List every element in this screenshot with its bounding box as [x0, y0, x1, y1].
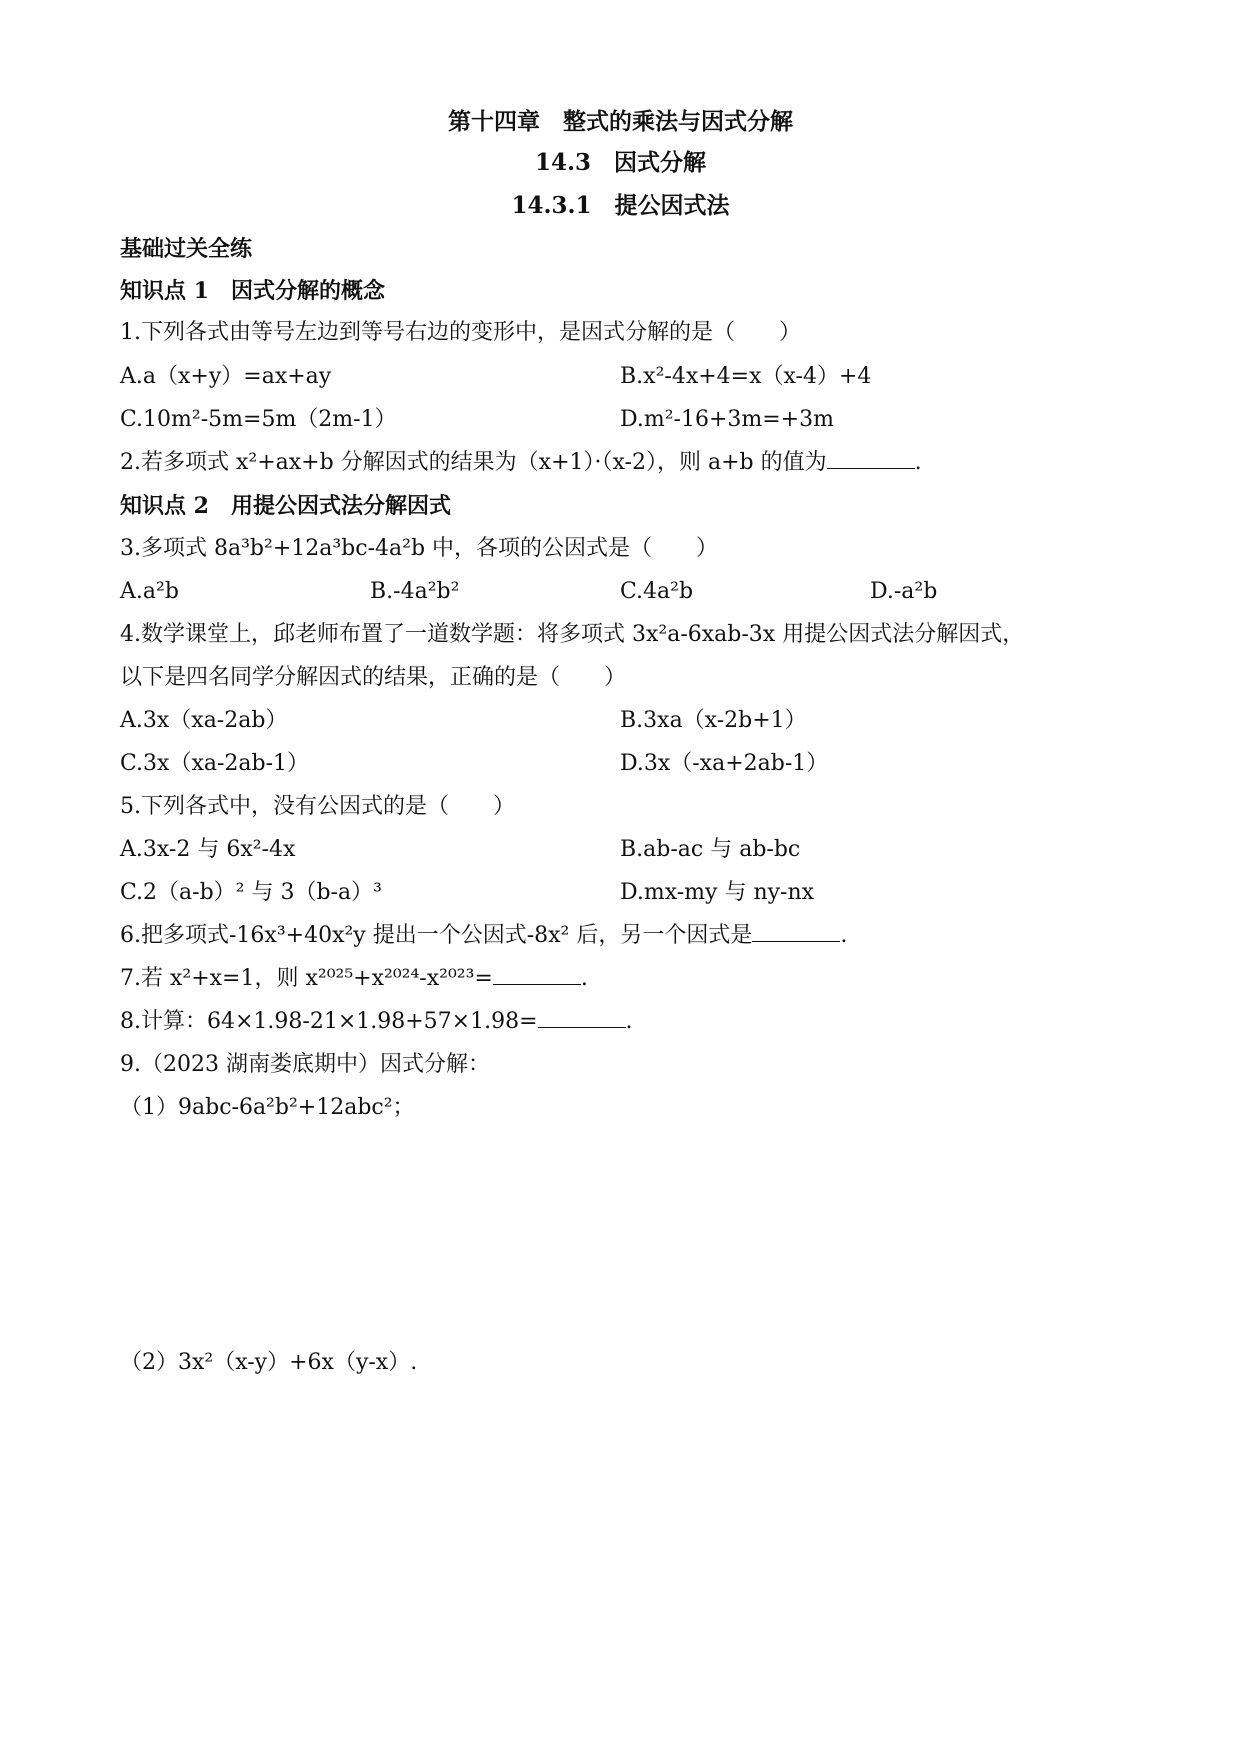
- question-1-option-c: C.10m²-5m=5m（2m-1）: [120, 407, 397, 432]
- answer-blank[interactable]: [752, 921, 840, 942]
- question-5-option-b: B.ab-ac 与 ab-bc: [620, 837, 801, 862]
- subsection-title: 14.3.1 提公因式法: [511, 192, 730, 219]
- question-7-end: .: [580, 966, 588, 991]
- question-1-option-a: A.a（x+y）=ax+ay: [120, 364, 332, 389]
- question-8: [120, 1007, 633, 1037]
- question-5-option-a: A.3x-2 与 6x²-4x: [120, 837, 296, 862]
- question-1-option-b: B.x²-4x+4=x（x-4）+4: [620, 364, 872, 389]
- question-3-option-d: D.-a²b: [870, 579, 938, 604]
- question-9-part-2: （2）3x²（x-y）+6x（y-x）.: [120, 1350, 418, 1375]
- question-5-option-d: D.mx-my 与 ny-nx: [620, 880, 815, 905]
- question-3-option-c: C.4a²b: [620, 579, 694, 604]
- question-1-option-d: D.m²-16+3m=+3m: [620, 407, 834, 432]
- chapter-title: 第十四章 整式的乘法与因式分解: [448, 108, 793, 135]
- question-4-line-1: 4.数学课堂上，邱老师布置了一道数学题：将多项式 3x²a-6xab-3x 用提公因式法分解因式，: [120, 622, 1025, 647]
- question-2-end: .: [914, 450, 922, 475]
- question-3-option-a: A.a²b: [120, 579, 179, 604]
- question-4-option-b: B.3xa（x-2b+1）: [620, 708, 807, 733]
- question-7: [120, 964, 588, 994]
- question-6-text: 6.把多项式-16x³+40x²y 提出一个公因式-8x² 后，另一个因式是: [120, 923, 753, 948]
- question-5-stem: 5.下列各式中，没有公因式的是（ ）: [120, 794, 515, 819]
- question-4-option-d: D.3x（-xa+2ab-1）: [620, 751, 829, 776]
- question-2: [120, 448, 922, 478]
- question-4-option-c: C.3x（xa-2ab-1）: [120, 751, 310, 776]
- question-2-text: 2.若多项式 x²+ax+b 分解因式的结果为（x+1）·（x-2），则 a+b 的值为: [120, 450, 827, 475]
- question-4-option-a: A.3x（xa-2ab）: [120, 708, 288, 733]
- answer-blank[interactable]: [827, 448, 915, 469]
- question-3-option-b: B.-4a²b²: [370, 579, 460, 604]
- question-4-line-2: 以下是四名同学分解因式的结果，正确的是（ ）: [120, 665, 627, 690]
- knowledge-point-2: 知识点 2 用提公因式法分解因式: [120, 493, 451, 519]
- question-8-end: .: [625, 1009, 633, 1034]
- knowledge-point-1: 知识点 1 因式分解的概念: [120, 278, 385, 304]
- question-9-stem: 9.（2023 湖南娄底期中）因式分解：: [120, 1052, 490, 1077]
- question-3-stem: 3.多项式 8a³b²+12a³bc-4a²b 中，各项的公因式是（ ）: [120, 536, 719, 561]
- answer-blank[interactable]: [493, 964, 581, 985]
- question-6-end: .: [840, 923, 848, 948]
- question-5-option-c: C.2（a-b）² 与 3（b-a）³: [120, 880, 382, 905]
- practice-heading: 基础过关全练: [120, 236, 253, 262]
- question-8-text: 8.计算：64×1.98-21×1.98+57×1.98=: [120, 1009, 538, 1034]
- question-7-text: 7.若 x²+x=1，则 x²⁰²⁵+x²⁰²⁴-x²⁰²³=: [120, 966, 493, 991]
- question-6: [120, 921, 847, 951]
- section-title: 14.3 因式分解: [534, 149, 707, 176]
- question-9-part-1: （1）9abc-6a²b²+12abc²；: [120, 1095, 415, 1120]
- answer-blank[interactable]: [538, 1007, 626, 1028]
- question-1-stem: 1.下列各式由等号左边到等号右边的变形中，是因式分解的是（ ）: [120, 320, 801, 345]
